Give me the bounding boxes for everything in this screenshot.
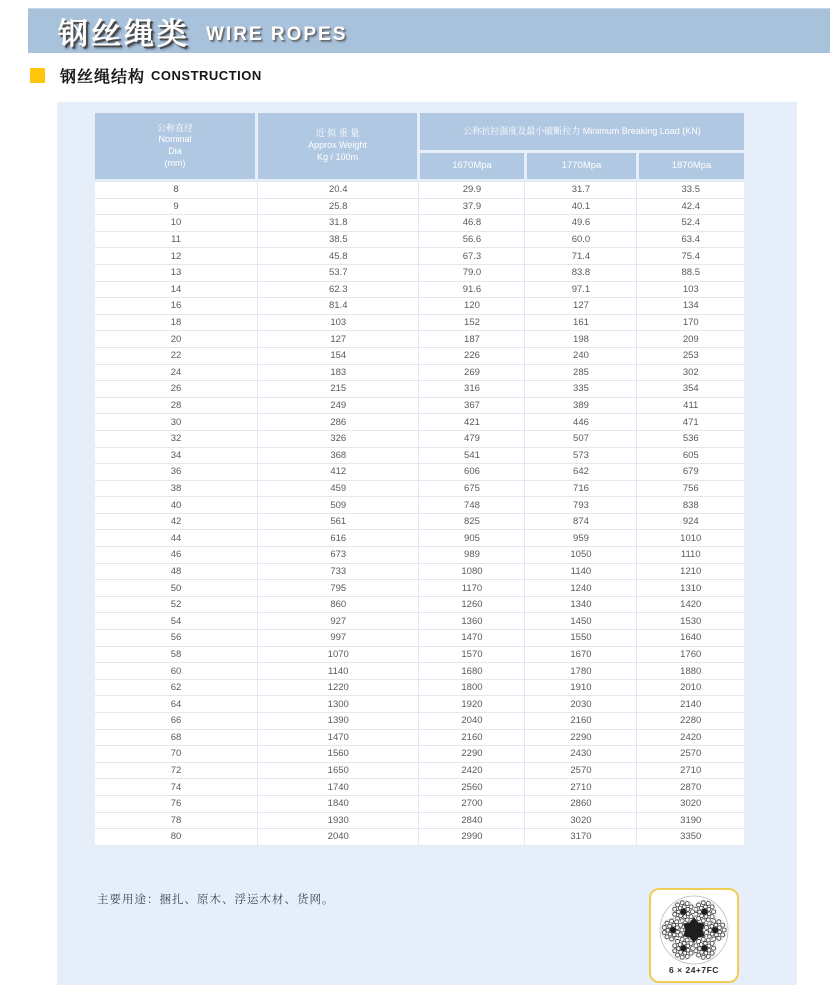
- table-cell: 389: [525, 397, 637, 414]
- table-cell: 1010: [637, 530, 744, 547]
- table-cell: 40.1: [525, 198, 637, 215]
- table-cell: 2030: [525, 696, 637, 713]
- table-row: [95, 812, 744, 829]
- table-row: [95, 547, 744, 564]
- table-cell: 45.8: [258, 248, 419, 265]
- table-cell: 226: [419, 347, 525, 364]
- table-cell: 838: [637, 497, 744, 514]
- table-cell: 1650: [258, 762, 419, 779]
- table-cell: 302: [637, 364, 744, 381]
- header-1870mpa: 1870Mpa: [639, 153, 744, 179]
- table-cell: 42.4: [637, 198, 744, 215]
- table-cell: 9: [95, 198, 258, 215]
- table-cell: 52.4: [637, 215, 744, 232]
- header-breaking-load: 公称抗拉强度及最小破断拉力 Minimum Breaking Load (KN): [420, 113, 744, 150]
- table-cell: 28: [95, 397, 258, 414]
- table-cell: 997: [258, 630, 419, 647]
- table-row: [95, 314, 744, 331]
- table-cell: 38: [95, 480, 258, 497]
- table-cell: 795: [258, 580, 419, 597]
- table-cell: 12: [95, 248, 258, 265]
- table-cell: 471: [637, 414, 744, 431]
- table-cell: 68: [95, 729, 258, 746]
- table-cell: 1760: [637, 646, 744, 663]
- table-cell: 2280: [637, 713, 744, 730]
- table-row: [95, 182, 744, 199]
- table-cell: 1140: [258, 663, 419, 680]
- table-cell: 161: [525, 314, 637, 331]
- header-nominal-dia: [95, 113, 255, 179]
- table-cell: 1640: [637, 630, 744, 647]
- table-cell: 1390: [258, 713, 419, 730]
- table-cell: 1920: [419, 696, 525, 713]
- section-title-cn: 钢丝绳结构: [60, 69, 146, 86]
- table-cell: 1670: [525, 646, 637, 663]
- table-cell: 20.4: [258, 182, 419, 199]
- table-cell: 2570: [637, 746, 744, 763]
- table-cell: 48: [95, 563, 258, 580]
- table-row: [95, 231, 744, 248]
- table-cell: 354: [637, 381, 744, 398]
- rope-construction-card: [649, 888, 739, 983]
- table-cell: 716: [525, 480, 637, 497]
- table-row: [95, 729, 744, 746]
- table-row: [95, 397, 744, 414]
- table-row: [95, 779, 744, 796]
- table-cell: 1080: [419, 563, 525, 580]
- table-cell: 127: [258, 331, 419, 348]
- table-cell: 733: [258, 563, 419, 580]
- header-line: (mm): [164, 157, 186, 168]
- table-cell: 1300: [258, 696, 419, 713]
- table-row: [95, 414, 744, 431]
- banner-title-cn: 钢丝绳类: [58, 18, 190, 51]
- table-cell: 31.8: [258, 215, 419, 232]
- table-cell: 642: [525, 464, 637, 481]
- table-cell: 2860: [525, 795, 637, 812]
- table-cell: 2290: [525, 729, 637, 746]
- table-cell: 240: [525, 347, 637, 364]
- table-cell: 3020: [525, 812, 637, 829]
- table-cell: 53.7: [258, 264, 419, 281]
- table-cell: 1840: [258, 795, 419, 812]
- table-cell: 74: [95, 779, 258, 796]
- table-cell: 748: [419, 497, 525, 514]
- table-cell: 411: [637, 397, 744, 414]
- table-cell: 25.8: [258, 198, 419, 215]
- table-cell: 2570: [525, 762, 637, 779]
- table-cell: 134: [637, 298, 744, 315]
- table-cell: 1070: [258, 646, 419, 663]
- table-cell: 1170: [419, 580, 525, 597]
- table-cell: 421: [419, 414, 525, 431]
- table-cell: 673: [258, 547, 419, 564]
- table-row: [95, 746, 744, 763]
- table-cell: 22: [95, 347, 258, 364]
- table-cell: 675: [419, 480, 525, 497]
- table-row: [95, 215, 744, 232]
- table-row: [95, 630, 744, 647]
- table-cell: 1910: [525, 679, 637, 696]
- table-cell: 29.9: [419, 182, 525, 199]
- table-cell: 83.8: [525, 264, 637, 281]
- table-cell: 120: [419, 298, 525, 315]
- table-cell: 152: [419, 314, 525, 331]
- table-cell: 1360: [419, 613, 525, 630]
- table-cell: 79.0: [419, 264, 525, 281]
- table-cell: 11: [95, 231, 258, 248]
- table-cell: 1570: [419, 646, 525, 663]
- table-row: [95, 596, 744, 613]
- table-cell: 62.3: [258, 281, 419, 298]
- table-cell: 3020: [637, 795, 744, 812]
- table-cell: 80: [95, 829, 258, 846]
- table-cell: 1680: [419, 663, 525, 680]
- table-cell: 269: [419, 364, 525, 381]
- table-cell: 170: [637, 314, 744, 331]
- table-cell: 2040: [258, 829, 419, 846]
- table-row: [95, 580, 744, 597]
- spec-table: [95, 113, 744, 846]
- table-cell: 209: [637, 331, 744, 348]
- table-body-table: [95, 181, 744, 846]
- table-cell: 198: [525, 331, 637, 348]
- table-cell: 63.4: [637, 231, 744, 248]
- table-cell: 2160: [525, 713, 637, 730]
- table-cell: 67.3: [419, 248, 525, 265]
- table-cell: 33.5: [637, 182, 744, 199]
- table-cell: 3170: [525, 829, 637, 846]
- table-cell: 60.0: [525, 231, 637, 248]
- table-cell: 2160: [419, 729, 525, 746]
- table-cell: 10: [95, 215, 258, 232]
- table-cell: 2710: [525, 779, 637, 796]
- table-cell: 32: [95, 430, 258, 447]
- header-1670mpa: 1670Mpa: [420, 153, 524, 179]
- table-cell: 3190: [637, 812, 744, 829]
- table-cell: 1530: [637, 613, 744, 630]
- table-cell: 2870: [637, 779, 744, 796]
- table-cell: 75.4: [637, 248, 744, 265]
- banner-title-en: WIRE ROPES: [206, 24, 348, 45]
- table-cell: 825: [419, 513, 525, 530]
- table-cell: 326: [258, 430, 419, 447]
- header-1770mpa: 1770Mpa: [527, 153, 636, 179]
- table-cell: 561: [258, 513, 419, 530]
- table-cell: 446: [525, 414, 637, 431]
- table-cell: 368: [258, 447, 419, 464]
- header-approx-weight: [258, 113, 417, 179]
- header-line: Approx Weight: [308, 140, 367, 151]
- table-cell: 20: [95, 331, 258, 348]
- table-row: [95, 264, 744, 281]
- table-cell: 1550: [525, 630, 637, 647]
- table-cell: 1740: [258, 779, 419, 796]
- table-cell: 14: [95, 281, 258, 298]
- table-cell: 1110: [637, 547, 744, 564]
- yellow-bullet-icon: [30, 68, 45, 83]
- table-cell: 103: [258, 314, 419, 331]
- table-row: [95, 381, 744, 398]
- table-row: [95, 795, 744, 812]
- table-cell: 81.4: [258, 298, 419, 315]
- table-row: [95, 447, 744, 464]
- table-cell: 1930: [258, 812, 419, 829]
- table-row: [95, 364, 744, 381]
- table-cell: 46.8: [419, 215, 525, 232]
- table-row: [95, 713, 744, 730]
- table-cell: 60: [95, 663, 258, 680]
- table-cell: 536: [637, 430, 744, 447]
- table-row: [95, 762, 744, 779]
- table-row: [95, 679, 744, 696]
- table-cell: 70: [95, 746, 258, 763]
- table-cell: 1470: [419, 630, 525, 647]
- table-cell: 37.9: [419, 198, 525, 215]
- table-cell: 541: [419, 447, 525, 464]
- table-cell: 24: [95, 364, 258, 381]
- table-cell: 127: [525, 298, 637, 315]
- table-cell: 187: [419, 331, 525, 348]
- table-cell: 50: [95, 580, 258, 597]
- table-cell: 793: [525, 497, 637, 514]
- table-cell: 183: [258, 364, 419, 381]
- table-cell: 1420: [637, 596, 744, 613]
- table-cell: 1220: [258, 679, 419, 696]
- header-line: 近 似 重 量: [315, 128, 360, 139]
- table-row: [95, 613, 744, 630]
- table-cell: 316: [419, 381, 525, 398]
- table-cell: 335: [525, 381, 637, 398]
- table-cell: 412: [258, 464, 419, 481]
- table-cell: 2430: [525, 746, 637, 763]
- table-cell: 616: [258, 530, 419, 547]
- table-cell: 42: [95, 513, 258, 530]
- table-cell: 1240: [525, 580, 637, 597]
- table-cell: 2710: [637, 762, 744, 779]
- header-line: Nominal: [158, 134, 192, 145]
- table-cell: 1340: [525, 596, 637, 613]
- table-cell: 91.6: [419, 281, 525, 298]
- rope-cross-section-icon: [657, 893, 731, 967]
- table-row: [95, 464, 744, 481]
- table-cell: 1450: [525, 613, 637, 630]
- table-cell: 38.5: [258, 231, 419, 248]
- table-cell: 1470: [258, 729, 419, 746]
- table-cell: 1260: [419, 596, 525, 613]
- section-heading: [30, 64, 262, 87]
- table-cell: 56.6: [419, 231, 525, 248]
- table-cell: 215: [258, 381, 419, 398]
- table-row: [95, 347, 744, 364]
- table-cell: 927: [258, 613, 419, 630]
- table-cell: 13: [95, 264, 258, 281]
- table-cell: 2990: [419, 829, 525, 846]
- table-cell: 58: [95, 646, 258, 663]
- table-cell: 72: [95, 762, 258, 779]
- table-cell: 56: [95, 630, 258, 647]
- table-cell: 31.7: [525, 182, 637, 199]
- table-cell: 2560: [419, 779, 525, 796]
- table-cell: 367: [419, 397, 525, 414]
- table-cell: 2700: [419, 795, 525, 812]
- table-cell: 756: [637, 480, 744, 497]
- table-cell: 989: [419, 547, 525, 564]
- table-body: [95, 182, 744, 846]
- table-cell: 2040: [419, 713, 525, 730]
- table-cell: 16: [95, 298, 258, 315]
- table-row: [95, 430, 744, 447]
- table-row: [95, 646, 744, 663]
- table-row: [95, 198, 744, 215]
- table-row: [95, 281, 744, 298]
- table-cell: 507: [525, 430, 637, 447]
- usage-note: 主要用途：捆扎、原木、浮运木材、货网。: [97, 894, 335, 906]
- header-line: 公称直径: [156, 122, 193, 133]
- table-row: [95, 298, 744, 315]
- table-cell: 285: [525, 364, 637, 381]
- table-cell: 49.6: [525, 215, 637, 232]
- table-cell: 78: [95, 812, 258, 829]
- table-cell: 606: [419, 464, 525, 481]
- table-cell: 479: [419, 430, 525, 447]
- table-cell: 154: [258, 347, 419, 364]
- table-cell: 573: [525, 447, 637, 464]
- table-cell: 1310: [637, 580, 744, 597]
- table-cell: 2140: [637, 696, 744, 713]
- table-cell: 52: [95, 596, 258, 613]
- table-cell: 76: [95, 795, 258, 812]
- table-row: [95, 331, 744, 348]
- page-banner: [28, 8, 830, 53]
- table-cell: 1560: [258, 746, 419, 763]
- table-cell: 905: [419, 530, 525, 547]
- table-cell: 1880: [637, 663, 744, 680]
- table-cell: 3350: [637, 829, 744, 846]
- table-row: [95, 513, 744, 530]
- table-cell: 30: [95, 414, 258, 431]
- table-cell: 97.1: [525, 281, 637, 298]
- table-cell: 509: [258, 497, 419, 514]
- table-cell: 34: [95, 447, 258, 464]
- table-cell: 959: [525, 530, 637, 547]
- table-cell: 679: [637, 464, 744, 481]
- table-row: [95, 480, 744, 497]
- table-cell: 874: [525, 513, 637, 530]
- table-cell: 54: [95, 613, 258, 630]
- table-cell: 286: [258, 414, 419, 431]
- table-row: [95, 829, 744, 846]
- table-cell: 253: [637, 347, 744, 364]
- table-row: [95, 248, 744, 265]
- table-cell: 249: [258, 397, 419, 414]
- table-cell: 2290: [419, 746, 525, 763]
- table-header: [95, 113, 744, 179]
- table-cell: 46: [95, 547, 258, 564]
- table-cell: 2840: [419, 812, 525, 829]
- table-row: [95, 663, 744, 680]
- table-cell: 860: [258, 596, 419, 613]
- table-cell: 459: [258, 480, 419, 497]
- table-cell: 66: [95, 713, 258, 730]
- section-title-en: CONSTRUCTION: [151, 68, 262, 83]
- table-cell: 1050: [525, 547, 637, 564]
- table-cell: 103: [637, 281, 744, 298]
- header-line: Dia: [168, 146, 182, 156]
- table-row: [95, 696, 744, 713]
- table-cell: 605: [637, 447, 744, 464]
- table-cell: 1780: [525, 663, 637, 680]
- table-cell: 36: [95, 464, 258, 481]
- table-row: [95, 563, 744, 580]
- table-cell: 40: [95, 497, 258, 514]
- content-panel: [57, 102, 797, 985]
- table-row: [95, 530, 744, 547]
- header-line: Kg / 100m: [316, 151, 359, 162]
- table-row: [95, 497, 744, 514]
- table-cell: 1140: [525, 563, 637, 580]
- table-cell: 924: [637, 513, 744, 530]
- table-cell: 2420: [419, 762, 525, 779]
- table-cell: 62: [95, 679, 258, 696]
- table-cell: 2420: [637, 729, 744, 746]
- table-cell: 1210: [637, 563, 744, 580]
- rope-construction-label: 6 × 24+7FC: [669, 965, 719, 975]
- table-cell: 1800: [419, 679, 525, 696]
- table-cell: 26: [95, 381, 258, 398]
- table-cell: 2010: [637, 679, 744, 696]
- table-cell: 8: [95, 182, 258, 199]
- table-cell: 44: [95, 530, 258, 547]
- table-cell: 71.4: [525, 248, 637, 265]
- table-cell: 64: [95, 696, 258, 713]
- table-cell: 88.5: [637, 264, 744, 281]
- table-cell: 18: [95, 314, 258, 331]
